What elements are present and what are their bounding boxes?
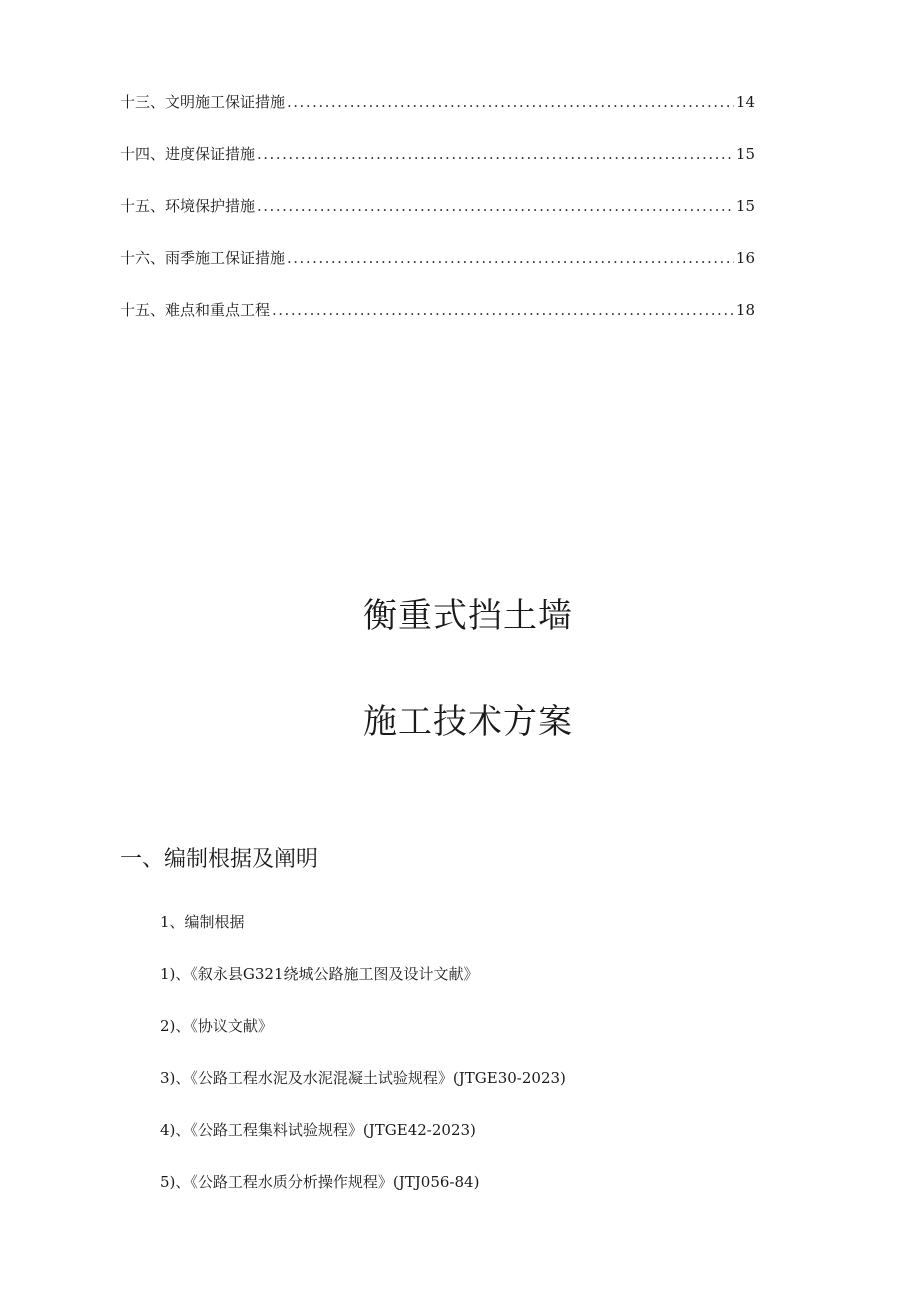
reference-item: 1)、《叙永县G321绕城公路施工图及设计文献》 [160, 965, 479, 983]
reference-item: 5)、《公路工程水质分析操作规程》(JTJ056-84) [160, 1173, 480, 1191]
toc-dot-leader [257, 194, 734, 218]
toc-entry[interactable] [120, 298, 755, 350]
toc-entry[interactable] [120, 246, 755, 298]
toc-entry-page: 16 [735, 249, 755, 267]
subsection-heading: 1、编制根据 [160, 913, 245, 931]
section-heading: 一、编制根据及阐明 [120, 847, 319, 872]
toc-entry-page: 18 [735, 301, 755, 319]
toc-entry-title: 十五、环境保护措施 [120, 197, 256, 215]
reference-item: 3)、《公路工程水泥及水泥混凝土试验规程》(JTGE30-2023) [160, 1069, 566, 1087]
toc-dot-leader [287, 90, 734, 114]
toc-entry[interactable] [120, 142, 755, 194]
toc-entry-page: 15 [735, 197, 755, 215]
toc-entry-page: 14 [735, 93, 755, 111]
toc-entry[interactable] [120, 90, 755, 142]
toc-entry-page: 15 [735, 145, 755, 163]
toc-entry[interactable] [120, 194, 755, 246]
document-title-line-2: 施工技术方案 [363, 702, 573, 742]
document-title-line-1: 衡重式挡土墙 [363, 596, 573, 636]
toc-entry-title: 十三、文明施工保证措施 [120, 93, 286, 111]
toc-entry-title: 十四、进度保证措施 [120, 145, 256, 163]
toc-dot-leader [287, 246, 734, 270]
table-of-contents [120, 90, 755, 350]
toc-dot-leader [272, 298, 734, 322]
reference-item: 2)、《协议文献》 [160, 1017, 273, 1035]
toc-dot-leader [257, 142, 734, 166]
reference-item: 4)、《公路工程集料试验规程》(JTGE42-2023) [160, 1121, 476, 1139]
toc-entry-title: 十六、雨季施工保证措施 [120, 249, 286, 267]
toc-entry-title: 十五、难点和重点工程 [120, 301, 271, 319]
reference-list [160, 962, 566, 1222]
